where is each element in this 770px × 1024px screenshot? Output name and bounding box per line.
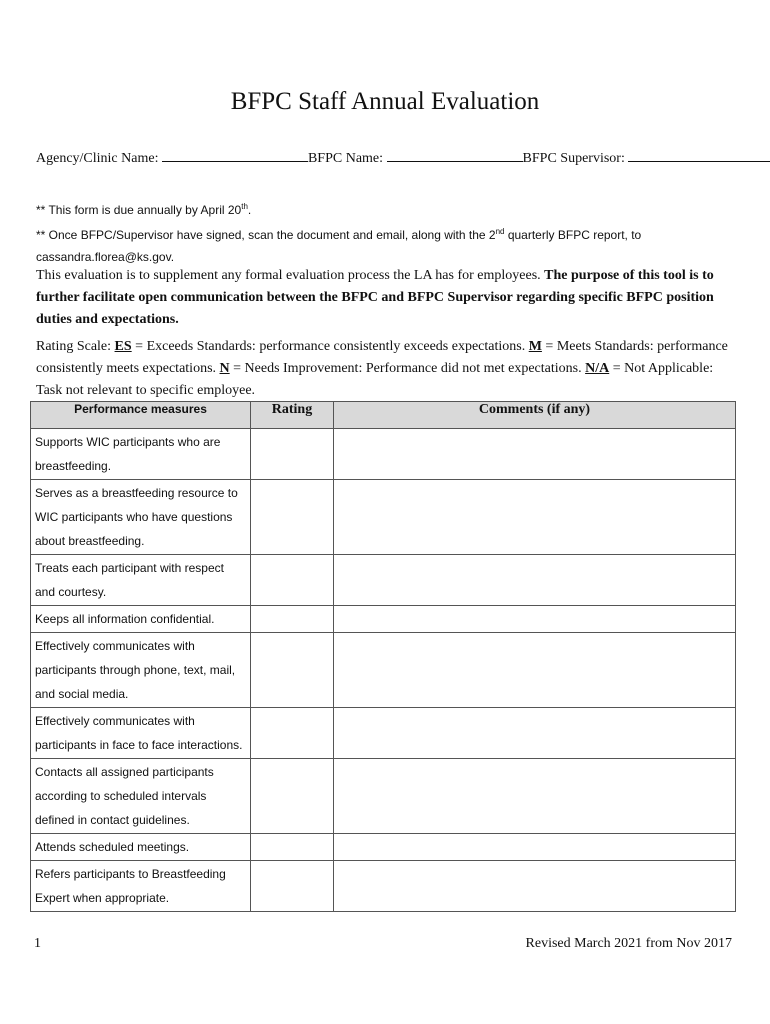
rating-cell[interactable]	[251, 555, 334, 606]
table-row	[31, 759, 736, 834]
rating-cell[interactable]	[251, 861, 334, 912]
measure-cell: Effectively communicates with participants in face to face interactions.	[31, 708, 251, 759]
table-row	[31, 633, 736, 708]
header-fields	[36, 149, 736, 167]
table-header-row	[31, 402, 736, 429]
evaluation-table	[30, 401, 736, 912]
header-comments: Comments (if any)	[334, 402, 736, 429]
comments-cell[interactable]	[334, 759, 736, 834]
measure-cell: Supports WIC participants who are breastfeeding.	[31, 429, 251, 480]
instructions	[36, 196, 736, 268]
table-row	[31, 555, 736, 606]
rating-cell[interactable]	[251, 429, 334, 480]
bfpc-name-label: BFPC Name:	[307, 151, 384, 166]
supervisor-label: BFPC Supervisor:	[522, 151, 625, 166]
table-row	[31, 606, 736, 633]
measure-cell: Keeps all information confidential.	[31, 606, 251, 633]
measure-cell: Refers participants to Breastfeeding Expert when appropriate.	[31, 861, 251, 912]
comments-cell[interactable]	[334, 606, 736, 633]
page-number: 1	[34, 936, 41, 951]
agency-label: Agency/Clinic Name:	[36, 151, 159, 166]
header-performance-measures: Performance measures	[31, 402, 251, 429]
rating-cell[interactable]	[251, 633, 334, 708]
scale-es: ES	[114, 339, 132, 354]
table-row	[31, 834, 736, 861]
rating-scale: Rating Scale: ES = Exceeds Standards: performance consistently exceeds expectations. M = Meets Standards: performance consistently meets expectations. N = Needs Improvement: Performance did not met expectations. N/A = Not Applicable: Task not relevant to specific employee.	[36, 339, 728, 398]
rating-cell[interactable]	[251, 606, 334, 633]
scale-n: N	[219, 361, 230, 376]
supervisor-field[interactable]	[628, 149, 770, 162]
measure-cell: Attends scheduled meetings.	[31, 834, 251, 861]
comments-cell[interactable]	[334, 633, 736, 708]
measure-cell: Effectively communicates with participants through phone, text, mail, and social media.	[31, 633, 251, 708]
measure-cell: Treats each participant with respect and courtesy.	[31, 555, 251, 606]
table-row	[31, 480, 736, 555]
purpose-bold: The purpose of this tool is to further facilitate open communication between the BFPC and BFPC Supervisor regarding specific BFPC position duties and expectations.	[36, 268, 714, 327]
scale-m: M	[528, 339, 542, 354]
comments-cell[interactable]	[334, 480, 736, 555]
revision-note: Revised March 2021 from Nov 2017	[525, 936, 732, 951]
email-note: ** Once BFPC/Supervisor have signed, scan the document and email, along with the 2nd quarterly BFPC report, to cassandra.florea@ks.gov.	[36, 227, 642, 264]
due-date-note: ** This form is due annually by April 20th.	[36, 202, 252, 217]
purpose-paragraph	[36, 265, 736, 331]
comments-cell[interactable]	[334, 834, 736, 861]
table-row	[31, 861, 736, 912]
purpose-intro: This evaluation is to supplement any formal evaluation process the LA has for employees.	[36, 268, 545, 283]
comments-cell[interactable]	[334, 429, 736, 480]
document-title: BFPC Staff Annual Evaluation	[230, 88, 540, 115]
rating-cell[interactable]	[251, 834, 334, 861]
comments-cell[interactable]	[334, 708, 736, 759]
measure-cell: Contacts all assigned participants according to scheduled intervals defined in contact guidelines.	[31, 759, 251, 834]
rating-cell[interactable]	[251, 480, 334, 555]
scale-na: N/A	[585, 361, 610, 376]
rating-cell[interactable]	[251, 759, 334, 834]
comments-cell[interactable]	[334, 555, 736, 606]
header-rating: Rating	[251, 402, 334, 429]
comments-cell[interactable]	[334, 861, 736, 912]
bfpc-name-field[interactable]	[387, 149, 523, 162]
table-row	[31, 708, 736, 759]
table-row	[31, 429, 736, 480]
measure-cell: Serves as a breastfeeding resource to WIC participants who have questions about breastfeeding.	[31, 480, 251, 555]
agency-field[interactable]	[162, 149, 308, 162]
rating-cell[interactable]	[251, 708, 334, 759]
